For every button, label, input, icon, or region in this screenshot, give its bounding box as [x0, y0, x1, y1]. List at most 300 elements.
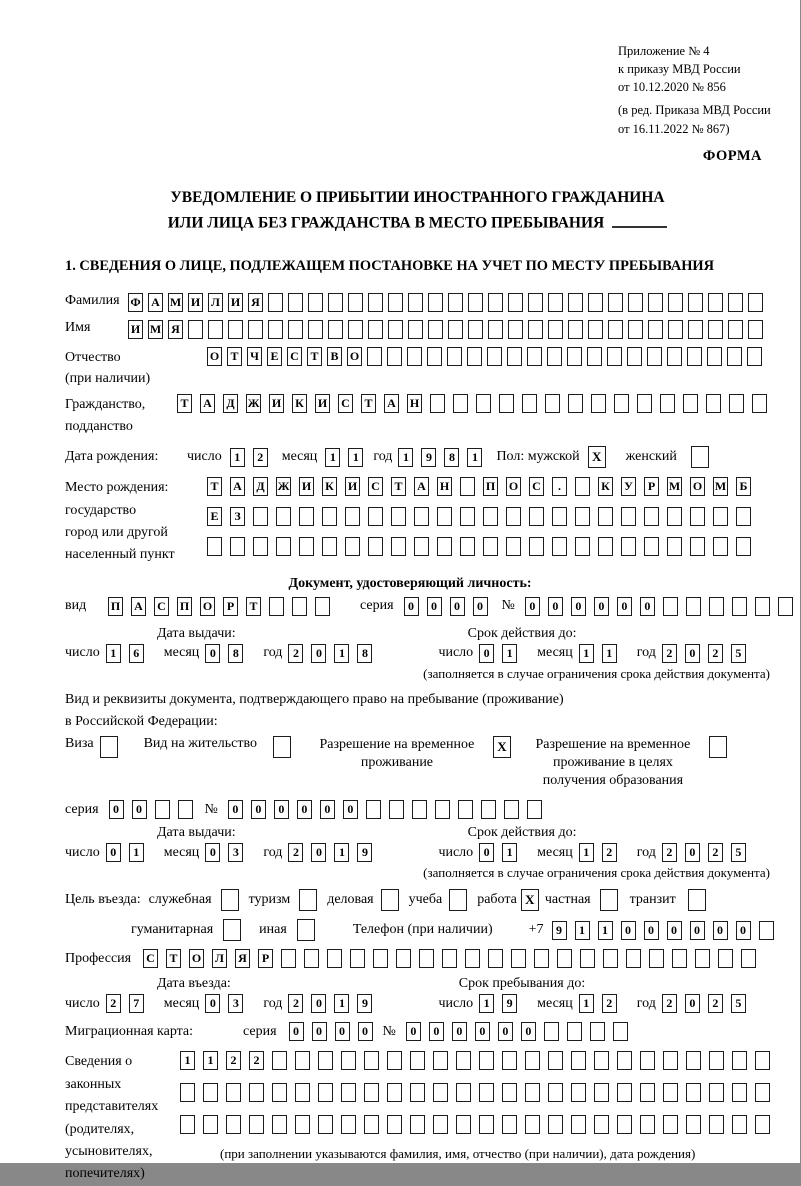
- char-box[interactable]: Б: [736, 477, 751, 496]
- char-box[interactable]: [752, 394, 767, 413]
- char-box[interactable]: [544, 1022, 559, 1041]
- char-box[interactable]: 5: [731, 843, 746, 862]
- char-box[interactable]: 0: [479, 644, 494, 663]
- char-box[interactable]: [545, 394, 560, 413]
- char-box[interactable]: [567, 1022, 582, 1041]
- char-box[interactable]: Д: [253, 477, 268, 496]
- char-box[interactable]: [428, 293, 443, 312]
- char-box[interactable]: [621, 507, 636, 526]
- char-box[interactable]: [442, 949, 457, 968]
- char-box[interactable]: [568, 320, 583, 339]
- char-box[interactable]: Я: [235, 949, 250, 968]
- char-box[interactable]: [381, 889, 399, 911]
- char-box[interactable]: [547, 347, 562, 366]
- char-box[interactable]: 1: [579, 644, 594, 663]
- char-box[interactable]: К: [598, 477, 613, 496]
- char-box[interactable]: [276, 507, 291, 526]
- char-box[interactable]: [295, 1115, 310, 1134]
- char-box[interactable]: 0: [450, 597, 465, 616]
- char-box[interactable]: [709, 597, 724, 616]
- char-box[interactable]: 2: [662, 843, 677, 862]
- char-box[interactable]: [590, 1022, 605, 1041]
- char-box[interactable]: 0: [713, 921, 728, 940]
- char-box[interactable]: [288, 293, 303, 312]
- char-box[interactable]: [688, 320, 703, 339]
- char-box[interactable]: 1: [129, 843, 144, 862]
- char-box[interactable]: 1: [334, 843, 349, 862]
- char-box[interactable]: [660, 394, 675, 413]
- char-box[interactable]: [295, 1083, 310, 1102]
- char-box[interactable]: [686, 597, 701, 616]
- char-box[interactable]: [268, 320, 283, 339]
- char-box[interactable]: [410, 1115, 425, 1134]
- char-box[interactable]: 8: [444, 448, 459, 467]
- char-box[interactable]: 9: [357, 994, 372, 1013]
- char-box[interactable]: 1: [203, 1051, 218, 1070]
- char-box[interactable]: [230, 537, 245, 556]
- char-box[interactable]: 0: [594, 597, 609, 616]
- char-box[interactable]: [668, 320, 683, 339]
- char-box[interactable]: 1: [502, 644, 517, 663]
- char-box[interactable]: [308, 320, 323, 339]
- char-box[interactable]: [412, 800, 427, 819]
- char-box[interactable]: [709, 1051, 724, 1070]
- char-box[interactable]: [272, 1051, 287, 1070]
- char-box[interactable]: [249, 1115, 264, 1134]
- char-box[interactable]: 0: [311, 843, 326, 862]
- char-box[interactable]: [663, 1051, 678, 1070]
- char-box[interactable]: 0: [427, 597, 442, 616]
- char-box[interactable]: [327, 949, 342, 968]
- char-box[interactable]: Т: [207, 477, 222, 496]
- char-box[interactable]: [508, 293, 523, 312]
- char-box[interactable]: [458, 800, 473, 819]
- char-box[interactable]: [430, 394, 445, 413]
- char-box[interactable]: [223, 919, 241, 941]
- char-box[interactable]: [100, 736, 118, 758]
- char-box[interactable]: 0: [132, 800, 147, 819]
- char-box[interactable]: [591, 394, 606, 413]
- char-box[interactable]: [628, 293, 643, 312]
- char-box[interactable]: [663, 1083, 678, 1102]
- char-box[interactable]: [318, 1115, 333, 1134]
- char-box[interactable]: [588, 320, 603, 339]
- char-box[interactable]: [755, 1051, 770, 1070]
- char-box[interactable]: [435, 800, 450, 819]
- char-box[interactable]: [709, 1115, 724, 1134]
- char-box[interactable]: [529, 537, 544, 556]
- char-box[interactable]: 2: [662, 994, 677, 1013]
- char-box[interactable]: С: [368, 477, 383, 496]
- char-box[interactable]: [488, 293, 503, 312]
- char-box[interactable]: [408, 320, 423, 339]
- char-box[interactable]: 0: [205, 994, 220, 1013]
- char-box[interactable]: 1: [467, 448, 482, 467]
- char-box[interactable]: 1: [334, 994, 349, 1013]
- char-box[interactable]: 1: [325, 448, 340, 467]
- char-box[interactable]: О: [189, 949, 204, 968]
- char-box[interactable]: [322, 537, 337, 556]
- char-box[interactable]: [433, 1083, 448, 1102]
- char-box[interactable]: 0: [205, 843, 220, 862]
- char-box[interactable]: [759, 921, 774, 940]
- char-box[interactable]: [648, 293, 663, 312]
- char-box[interactable]: [479, 1051, 494, 1070]
- char-box[interactable]: 1: [230, 448, 245, 467]
- char-box[interactable]: [548, 293, 563, 312]
- char-box[interactable]: [507, 347, 522, 366]
- char-box[interactable]: 1: [502, 843, 517, 862]
- char-box[interactable]: [481, 800, 496, 819]
- char-box[interactable]: [778, 597, 793, 616]
- char-box[interactable]: [686, 1051, 701, 1070]
- char-box[interactable]: [718, 949, 733, 968]
- char-box[interactable]: [628, 320, 643, 339]
- char-box[interactable]: [299, 507, 314, 526]
- char-box[interactable]: 0: [690, 921, 705, 940]
- char-box[interactable]: [328, 320, 343, 339]
- char-box[interactable]: [348, 320, 363, 339]
- char-box[interactable]: Т: [246, 597, 261, 616]
- char-box[interactable]: 0: [343, 800, 358, 819]
- char-box[interactable]: [667, 507, 682, 526]
- char-box[interactable]: [350, 949, 365, 968]
- char-box[interactable]: 1: [180, 1051, 195, 1070]
- char-box[interactable]: Р: [644, 477, 659, 496]
- char-box[interactable]: [534, 949, 549, 968]
- char-box[interactable]: [460, 507, 475, 526]
- char-box[interactable]: У: [621, 477, 636, 496]
- char-box[interactable]: Н: [407, 394, 422, 413]
- char-box[interactable]: [644, 537, 659, 556]
- char-box[interactable]: 0: [685, 994, 700, 1013]
- char-box[interactable]: О: [506, 477, 521, 496]
- char-box[interactable]: [667, 537, 682, 556]
- char-box[interactable]: П: [177, 597, 192, 616]
- char-box[interactable]: [408, 293, 423, 312]
- char-box[interactable]: И: [228, 293, 243, 312]
- char-box[interactable]: Т: [227, 347, 242, 366]
- char-box[interactable]: 0: [297, 800, 312, 819]
- char-box[interactable]: [288, 320, 303, 339]
- char-box[interactable]: О: [207, 347, 222, 366]
- char-box[interactable]: 2: [662, 644, 677, 663]
- char-box[interactable]: А: [230, 477, 245, 496]
- char-box[interactable]: [460, 537, 475, 556]
- char-box[interactable]: [548, 1115, 563, 1134]
- char-box[interactable]: [203, 1083, 218, 1102]
- char-box[interactable]: [341, 1051, 356, 1070]
- char-box[interactable]: С: [287, 347, 302, 366]
- char-box[interactable]: М: [148, 320, 163, 339]
- char-box[interactable]: 0: [640, 597, 655, 616]
- char-box[interactable]: 0: [109, 800, 124, 819]
- char-box[interactable]: [328, 293, 343, 312]
- char-box[interactable]: [483, 507, 498, 526]
- char-box[interactable]: [448, 320, 463, 339]
- char-box[interactable]: [388, 320, 403, 339]
- char-box[interactable]: [437, 507, 452, 526]
- char-box[interactable]: [728, 320, 743, 339]
- char-box[interactable]: 0: [311, 644, 326, 663]
- char-box[interactable]: И: [299, 477, 314, 496]
- char-box[interactable]: 0: [644, 921, 659, 940]
- char-box[interactable]: [748, 320, 763, 339]
- char-box[interactable]: [273, 736, 291, 758]
- char-box[interactable]: 0: [571, 597, 586, 616]
- char-box[interactable]: [396, 949, 411, 968]
- char-box[interactable]: 0: [274, 800, 289, 819]
- char-box[interactable]: [208, 320, 223, 339]
- char-box[interactable]: [732, 1115, 747, 1134]
- char-box[interactable]: И: [345, 477, 360, 496]
- char-box[interactable]: Н: [437, 477, 452, 496]
- char-box[interactable]: [476, 394, 491, 413]
- char-box[interactable]: [487, 347, 502, 366]
- char-box[interactable]: [683, 394, 698, 413]
- char-box[interactable]: [348, 293, 363, 312]
- char-box[interactable]: 0: [289, 1022, 304, 1041]
- char-box[interactable]: 1: [348, 448, 363, 467]
- char-box[interactable]: [575, 477, 590, 496]
- char-box[interactable]: [617, 1115, 632, 1134]
- char-box[interactable]: [580, 949, 595, 968]
- char-box[interactable]: [614, 394, 629, 413]
- char-box[interactable]: Т: [361, 394, 376, 413]
- char-box[interactable]: [755, 1083, 770, 1102]
- char-box[interactable]: К: [292, 394, 307, 413]
- char-box[interactable]: [318, 1051, 333, 1070]
- char-box[interactable]: [511, 949, 526, 968]
- char-box[interactable]: 5: [731, 644, 746, 663]
- char-box[interactable]: [688, 293, 703, 312]
- char-box[interactable]: [672, 949, 687, 968]
- char-box[interactable]: [448, 293, 463, 312]
- char-box[interactable]: [640, 1051, 655, 1070]
- char-box[interactable]: [410, 1051, 425, 1070]
- char-box[interactable]: [318, 1083, 333, 1102]
- char-box[interactable]: [688, 889, 706, 911]
- char-box[interactable]: X: [521, 889, 539, 911]
- char-box[interactable]: .: [552, 477, 567, 496]
- char-box[interactable]: [637, 394, 652, 413]
- char-box[interactable]: [180, 1115, 195, 1134]
- char-box[interactable]: [433, 1115, 448, 1134]
- char-box[interactable]: С: [529, 477, 544, 496]
- char-box[interactable]: [253, 537, 268, 556]
- char-box[interactable]: [552, 537, 567, 556]
- char-box[interactable]: 0: [311, 994, 326, 1013]
- char-box[interactable]: 2: [106, 994, 121, 1013]
- char-box[interactable]: О: [347, 347, 362, 366]
- char-box[interactable]: [747, 347, 762, 366]
- char-box[interactable]: [687, 347, 702, 366]
- char-box[interactable]: [695, 949, 710, 968]
- char-box[interactable]: [387, 1115, 402, 1134]
- char-box[interactable]: [391, 507, 406, 526]
- char-box[interactable]: С: [338, 394, 353, 413]
- char-box[interactable]: [528, 320, 543, 339]
- char-box[interactable]: [269, 597, 284, 616]
- char-box[interactable]: [575, 507, 590, 526]
- char-box[interactable]: [304, 949, 319, 968]
- char-box[interactable]: 0: [473, 597, 488, 616]
- char-box[interactable]: [603, 949, 618, 968]
- char-box[interactable]: [460, 477, 475, 496]
- char-box[interactable]: [388, 293, 403, 312]
- char-box[interactable]: О: [690, 477, 705, 496]
- char-box[interactable]: 0: [685, 843, 700, 862]
- char-box[interactable]: 0: [498, 1022, 513, 1041]
- char-box[interactable]: Я: [168, 320, 183, 339]
- char-box[interactable]: [568, 293, 583, 312]
- char-box[interactable]: [203, 1115, 218, 1134]
- char-box[interactable]: А: [414, 477, 429, 496]
- char-box[interactable]: [253, 507, 268, 526]
- char-box[interactable]: 1: [398, 448, 413, 467]
- char-box[interactable]: Т: [177, 394, 192, 413]
- char-box[interactable]: 0: [621, 921, 636, 940]
- char-box[interactable]: Ф: [128, 293, 143, 312]
- char-box[interactable]: 0: [251, 800, 266, 819]
- char-box[interactable]: П: [483, 477, 498, 496]
- char-box[interactable]: [414, 537, 429, 556]
- char-box[interactable]: [647, 347, 662, 366]
- char-box[interactable]: 9: [552, 921, 567, 940]
- char-box[interactable]: [389, 800, 404, 819]
- char-box[interactable]: [741, 949, 756, 968]
- char-box[interactable]: [686, 1115, 701, 1134]
- char-box[interactable]: 7: [129, 994, 144, 1013]
- char-box[interactable]: [640, 1083, 655, 1102]
- char-box[interactable]: [709, 1083, 724, 1102]
- char-box[interactable]: [453, 394, 468, 413]
- char-box[interactable]: [410, 1083, 425, 1102]
- char-box[interactable]: [228, 320, 243, 339]
- char-box[interactable]: 1: [602, 644, 617, 663]
- char-box[interactable]: [729, 394, 744, 413]
- char-box[interactable]: [180, 1083, 195, 1102]
- char-box[interactable]: 1: [334, 644, 349, 663]
- char-box[interactable]: 2: [708, 994, 723, 1013]
- char-box[interactable]: 0: [736, 921, 751, 940]
- char-box[interactable]: [668, 293, 683, 312]
- char-box[interactable]: [640, 1115, 655, 1134]
- char-box[interactable]: М: [168, 293, 183, 312]
- char-box[interactable]: 0: [312, 1022, 327, 1041]
- char-box[interactable]: 0: [452, 1022, 467, 1041]
- char-box[interactable]: [483, 537, 498, 556]
- char-box[interactable]: [502, 1083, 517, 1102]
- char-box[interactable]: [575, 537, 590, 556]
- char-box[interactable]: [732, 1051, 747, 1070]
- char-box[interactable]: [713, 537, 728, 556]
- char-box[interactable]: [155, 800, 170, 819]
- char-box[interactable]: [502, 1115, 517, 1134]
- char-box[interactable]: 0: [548, 597, 563, 616]
- char-box[interactable]: И: [128, 320, 143, 339]
- char-box[interactable]: [663, 1115, 678, 1134]
- char-box[interactable]: [437, 537, 452, 556]
- char-box[interactable]: Е: [207, 507, 222, 526]
- char-box[interactable]: [528, 293, 543, 312]
- char-box[interactable]: [667, 347, 682, 366]
- char-box[interactable]: 1: [579, 994, 594, 1013]
- char-box[interactable]: [508, 320, 523, 339]
- char-box[interactable]: [571, 1051, 586, 1070]
- char-box[interactable]: [709, 736, 727, 758]
- char-box[interactable]: [292, 597, 307, 616]
- char-box[interactable]: [621, 537, 636, 556]
- char-box[interactable]: 6: [129, 644, 144, 663]
- char-box[interactable]: 2: [708, 843, 723, 862]
- char-box[interactable]: [648, 320, 663, 339]
- char-box[interactable]: 0: [667, 921, 682, 940]
- char-box[interactable]: 0: [429, 1022, 444, 1041]
- char-box[interactable]: [608, 293, 623, 312]
- char-box[interactable]: [178, 800, 193, 819]
- char-box[interactable]: [368, 320, 383, 339]
- char-box[interactable]: Ч: [247, 347, 262, 366]
- char-box[interactable]: З: [230, 507, 245, 526]
- char-box[interactable]: [341, 1115, 356, 1134]
- char-box[interactable]: [322, 507, 337, 526]
- char-box[interactable]: [449, 889, 467, 911]
- char-box[interactable]: [571, 1115, 586, 1134]
- char-box[interactable]: [594, 1083, 609, 1102]
- char-box[interactable]: [248, 320, 263, 339]
- char-box[interactable]: [506, 537, 521, 556]
- char-box[interactable]: [468, 320, 483, 339]
- char-box[interactable]: 0: [358, 1022, 373, 1041]
- char-box[interactable]: 5: [731, 994, 746, 1013]
- char-box[interactable]: [295, 1051, 310, 1070]
- char-box[interactable]: [706, 394, 721, 413]
- char-box[interactable]: [268, 293, 283, 312]
- char-box[interactable]: Ж: [246, 394, 261, 413]
- char-box[interactable]: [456, 1083, 471, 1102]
- char-box[interactable]: [691, 446, 709, 468]
- char-box[interactable]: 1: [579, 843, 594, 862]
- char-box[interactable]: [732, 597, 747, 616]
- char-box[interactable]: А: [148, 293, 163, 312]
- char-box[interactable]: [548, 1051, 563, 1070]
- char-box[interactable]: 2: [288, 994, 303, 1013]
- char-box[interactable]: [456, 1115, 471, 1134]
- char-box[interactable]: [728, 293, 743, 312]
- char-box[interactable]: [341, 1083, 356, 1102]
- char-box[interactable]: [308, 293, 323, 312]
- char-box[interactable]: 2: [249, 1051, 264, 1070]
- char-box[interactable]: [708, 293, 723, 312]
- char-box[interactable]: [617, 1083, 632, 1102]
- char-box[interactable]: [598, 507, 613, 526]
- char-box[interactable]: В: [327, 347, 342, 366]
- char-box[interactable]: [525, 1051, 540, 1070]
- char-box[interactable]: 0: [617, 597, 632, 616]
- char-box[interactable]: С: [154, 597, 169, 616]
- char-box[interactable]: [548, 320, 563, 339]
- char-box[interactable]: [447, 347, 462, 366]
- char-box[interactable]: Л: [212, 949, 227, 968]
- char-box[interactable]: 0: [525, 597, 540, 616]
- char-box[interactable]: 0: [685, 644, 700, 663]
- char-box[interactable]: 2: [226, 1051, 241, 1070]
- char-box[interactable]: [387, 1083, 402, 1102]
- char-box[interactable]: [368, 537, 383, 556]
- char-box[interactable]: [345, 507, 360, 526]
- char-box[interactable]: [299, 537, 314, 556]
